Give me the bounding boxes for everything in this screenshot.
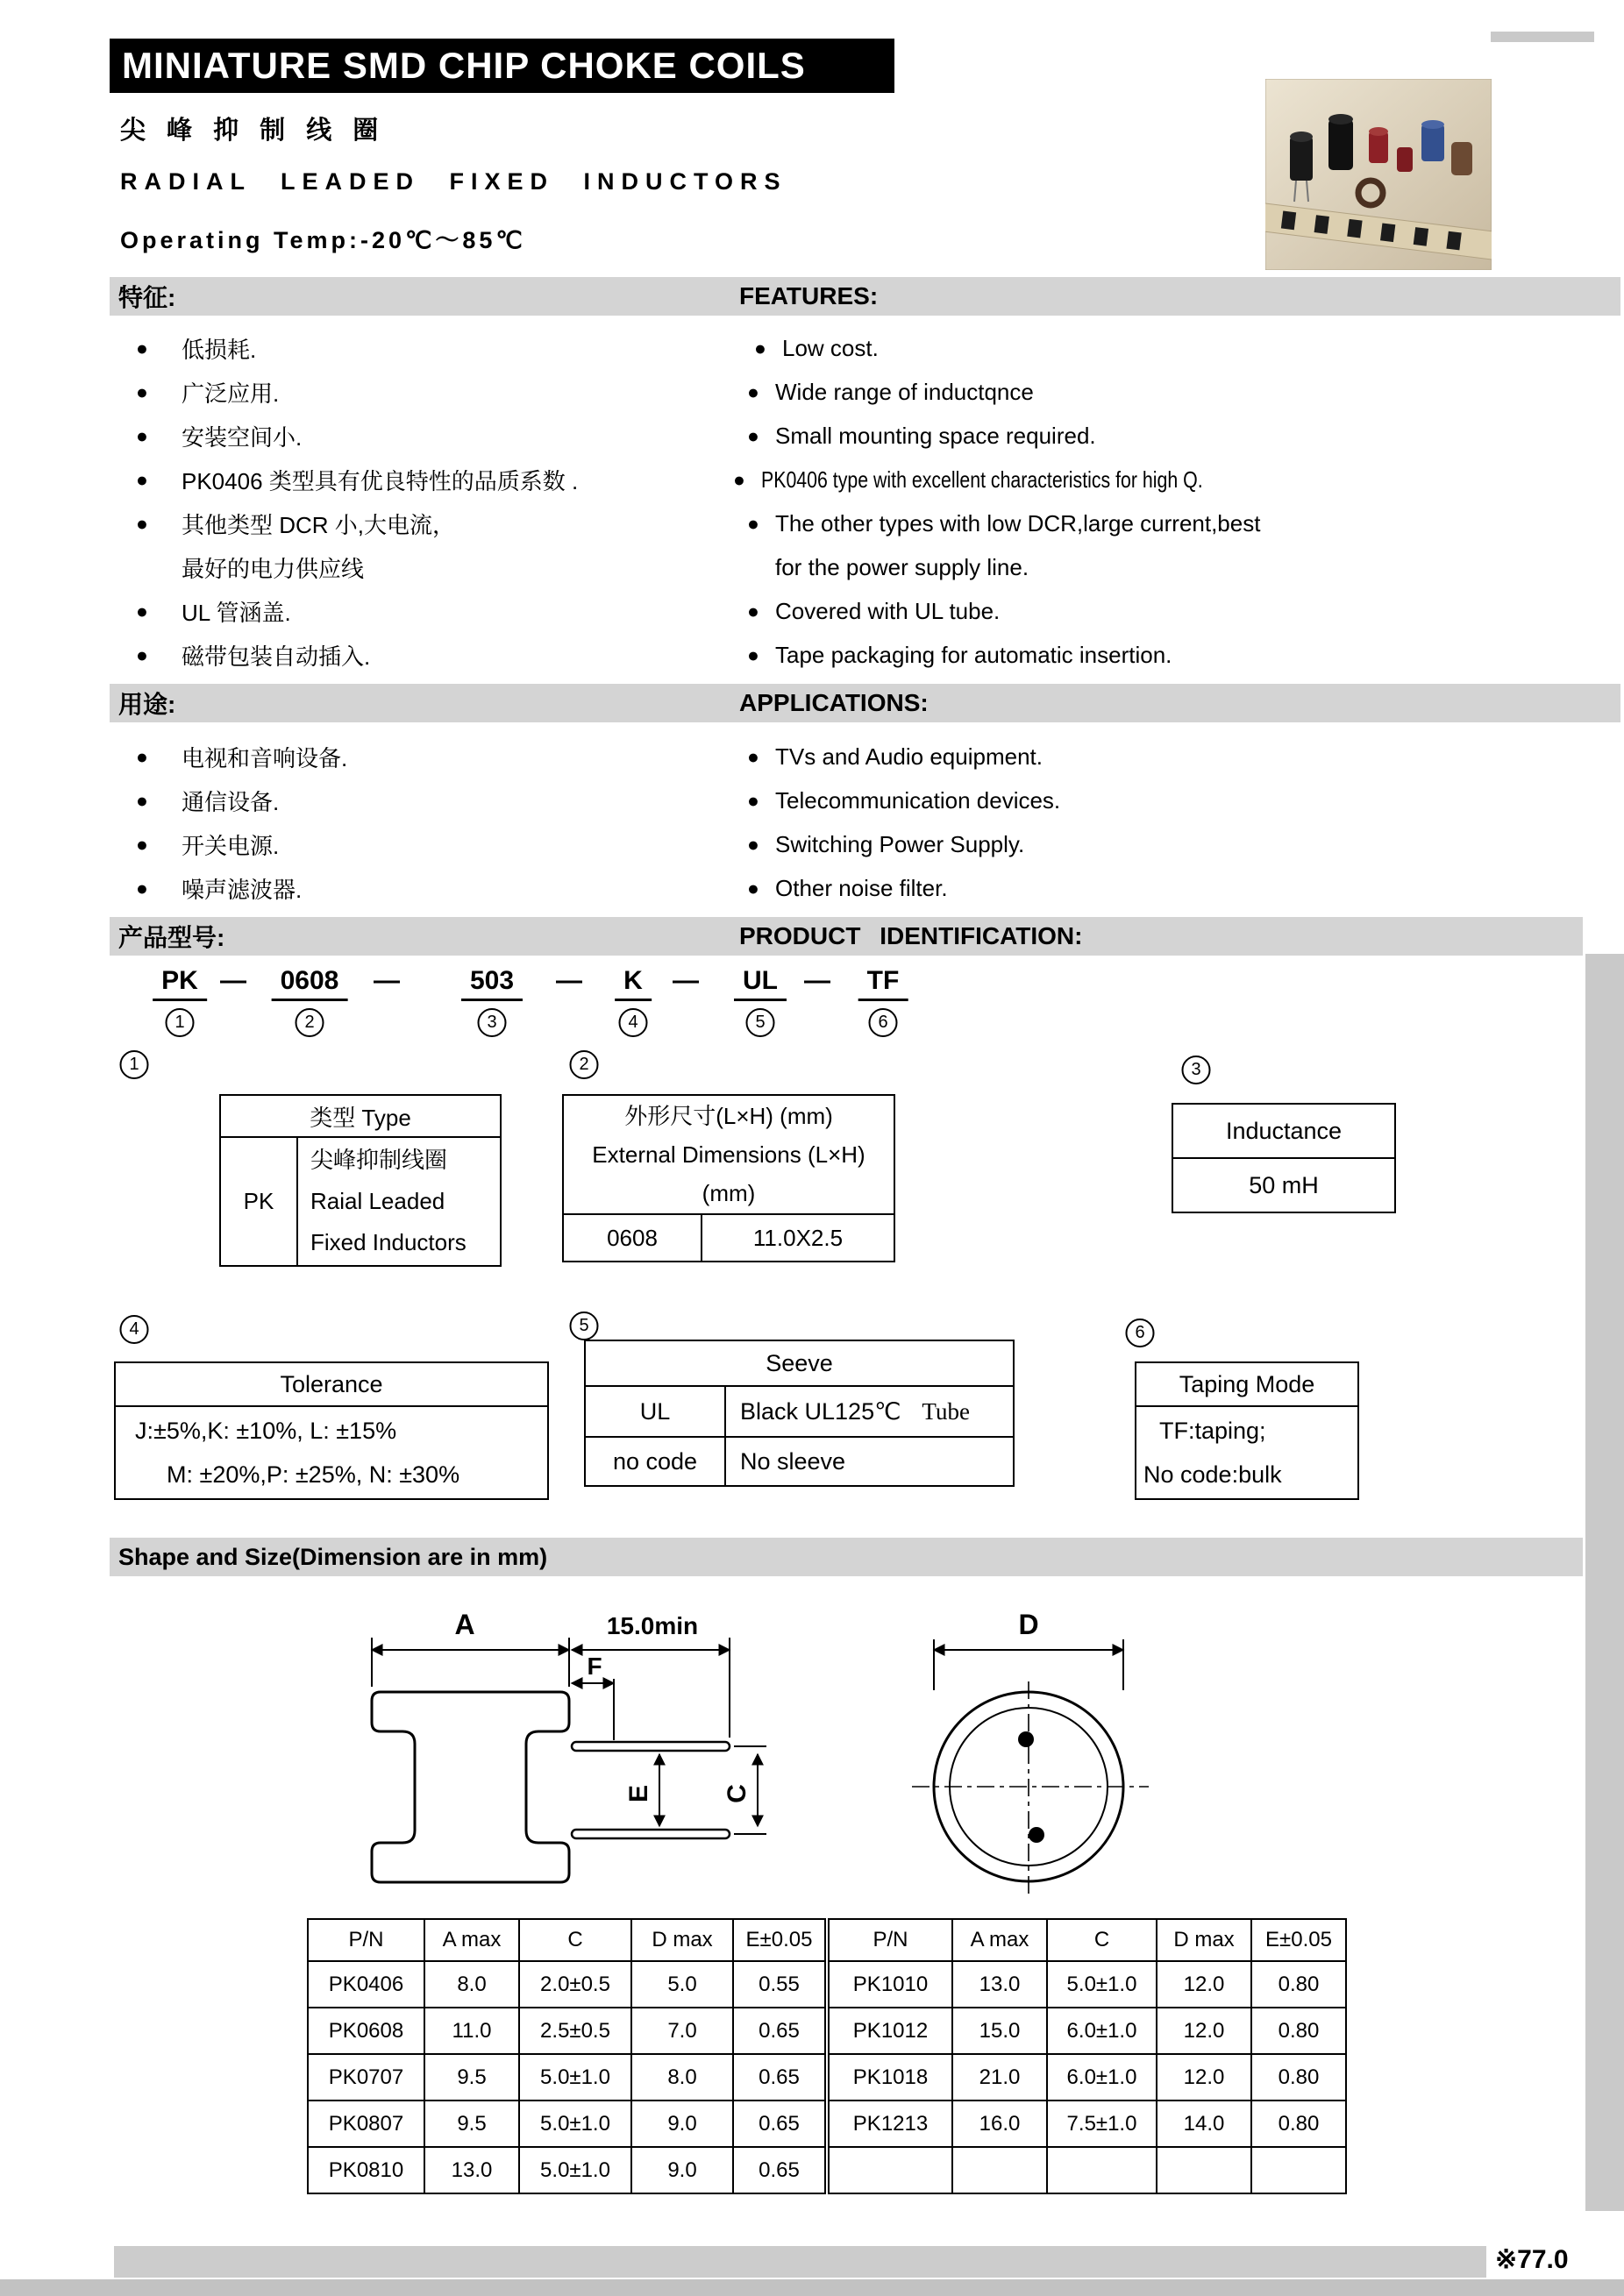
taping-line: No code:bulk [1143,1461,1282,1488]
table-row [1172,1104,1395,1158]
spec-cell: 5.0±1.0 [519,2147,631,2193]
tolerance-header-cell: Tolerance [115,1362,548,1406]
lead-hole-bottom [1029,1827,1044,1843]
application-text: 电视和音响设备. [182,744,348,771]
footer-bar [114,2246,1486,2278]
dim-label-f: F [587,1653,602,1680]
code-part: UL [734,966,787,1001]
spec-cell: 2.0±0.5 [519,1961,631,2008]
page-title: MINIATURE SMD CHIP CHOKE COILS [110,39,894,93]
spec-header-cell: A max [952,1919,1047,1961]
code-separator: — [804,966,830,995]
spec-cell: 0.80 [1251,2054,1346,2101]
spec-cell: 12.0 [1157,1961,1251,2008]
page-number: ※77.0 [1495,2245,1569,2274]
dim-label-d: D [1018,1609,1039,1640]
sleeve-code-cell: no code [585,1437,725,1486]
inductance-value-cell: 50 mH [1172,1158,1395,1212]
application-text: Switching Power Supply. [775,830,1025,857]
dimensions-table [562,1094,895,1262]
operating-temp: Operating Temp:-20℃～85℃ [120,227,526,253]
spec-cell: 0.65 [733,2147,825,2193]
features-header-cn: 特征: [118,284,176,311]
section-marker-5: 5 [570,1311,599,1340]
feature-text: 磁带包装自动插入. [182,643,371,670]
type-desc-line: Fixed Inductors [310,1229,467,1255]
bullet-icon: ● [747,876,759,899]
feature-item [747,545,1029,589]
section-marker-3: 3 [1182,1056,1211,1084]
spec-cell: 5.0±1.0 [519,2101,631,2147]
feature-item [754,326,879,370]
feature-item [747,633,1172,677]
product-id-header-en: PRODUCT IDENTIFICATION: [739,922,1083,949]
spec-cell: 14.0 [1157,2101,1251,2147]
application-item [136,735,347,778]
bullet-icon: ● [747,599,759,622]
feature-text: 安装空间小. [182,423,303,451]
sleeve-table [584,1340,1015,1487]
lead-hole-top [1018,1731,1034,1747]
spec-row [829,2008,1346,2054]
product-id-header-bar [110,917,1583,956]
spec-header-cell: D max [1157,1919,1251,1961]
feature-item [136,370,279,414]
dim-label-length: 15.0min [606,1612,699,1639]
code-part: PK [153,966,207,1001]
table-row [585,1340,1014,1386]
feature-text: PK0406 类型具有优良特性的品质系数 . [182,467,579,494]
spec-cell: 5.0 [631,1961,733,2008]
features-header-bar [110,277,1620,316]
spec-cell: 0.80 [1251,1961,1346,2008]
application-item [136,778,279,822]
feature-item [747,414,1096,458]
bullet-icon: ● [136,599,148,622]
bullet-icon: ● [747,643,759,666]
section-marker-6: 6 [1126,1319,1155,1347]
scan-artifact [1491,32,1594,42]
spec-row [308,2008,825,2054]
spec-header-cell: A max [424,1919,519,1961]
spec-cell: 0.65 [733,2054,825,2101]
application-item [747,778,1060,822]
spec-table-right [828,1918,1347,2194]
feature-item [136,326,256,370]
spec-cell: 21.0 [952,2054,1047,2101]
bullet-icon: ● [747,380,759,403]
feature-item [136,589,291,633]
spec-cell: PK0406 [308,1961,424,2008]
feature-text: 广泛应用. [182,380,280,407]
spec-cell: PK0810 [308,2147,424,2193]
code-index-2: 2 [296,1008,324,1037]
table-row [220,1137,501,1266]
bullet-icon: ● [136,788,148,812]
spec-cell: 13.0 [424,2147,519,2193]
subtitle-en: RADIAL LEADED FIXED INDUCTORS [120,168,787,195]
bullet-icon: ● [747,423,759,447]
spec-cell [1047,2147,1157,2193]
spec-cell: PK1213 [829,2101,952,2147]
spec-cell: 9.5 [424,2054,519,2101]
application-text: 通信设备. [182,788,280,815]
spec-cell [829,2147,952,2193]
spec-cell: 9.0 [631,2101,733,2147]
application-item [136,822,279,866]
spec-header-cell: C [519,1919,631,1961]
code-part: K [615,966,652,1001]
feature-item [733,458,1300,501]
spec-cell [1251,2147,1346,2193]
feature-text: Tape packaging for automatic insertion. [775,641,1172,668]
product-id-header-cn: 产品型号: [118,924,225,951]
feature-item [136,633,370,677]
spec-cell: 7.5±1.0 [1047,2101,1157,2147]
shape-drawing-side [894,1596,1315,1902]
spec-cell: 0.55 [733,1961,825,2008]
spec-cell: 7.0 [631,2008,733,2054]
code-index-1: 1 [166,1008,195,1037]
spec-row [308,2101,825,2147]
tolerance-line: J:±5%,K: ±10%, L: ±15% [135,1418,397,1444]
type-desc-line: Raial Leaded [310,1188,445,1214]
feature-text: PK0406 type with excellent characteristics for high Q. [761,466,1203,493]
feature-text: 低损耗. [182,336,257,363]
table-row [563,1214,894,1262]
features-header-en: FEATURES: [739,282,879,309]
choke-coils-photo [1265,79,1492,270]
scan-artifact [1585,954,1624,2211]
bullet-icon: ● [747,832,759,856]
dim-value-cell: 11.0X2.5 [702,1214,894,1262]
bullet-icon: ● [136,832,148,856]
code-part: 0608 [272,966,348,1001]
spec-cell: PK1018 [829,2054,952,2101]
spec-row [829,2054,1346,2101]
application-text: TVs and Audio equipment. [775,743,1043,770]
bullet-icon: ● [136,336,148,359]
sleeve-code-cell: UL [585,1386,725,1437]
table-row [563,1095,894,1214]
dim-header-line: 外形尺寸(L×H) (mm) [624,1103,833,1129]
spec-cell: 5.0±1.0 [1047,1961,1157,2008]
table-row [585,1386,1014,1437]
spec-cell: 0.80 [1251,2008,1346,2054]
table-row [115,1406,548,1499]
spec-table-left [307,1918,826,2194]
table-row [1172,1158,1395,1212]
application-item [747,735,1043,778]
inductance-header-cell: Inductance [1172,1104,1395,1158]
bullet-icon: ● [747,788,759,812]
code-index-4: 4 [619,1008,648,1037]
application-item [136,866,302,910]
bullet-icon: ● [136,643,148,666]
shape-drawing-front [316,1596,807,1902]
application-text: 开关电源. [182,832,280,859]
section-marker-4: 4 [120,1315,149,1344]
spec-cell: 13.0 [952,1961,1047,2008]
type-table-title: 类型 Type [220,1095,501,1137]
spec-cell: 2.5±0.5 [519,2008,631,2054]
shape-size-header: Shape and Size(Dimension are in mm) [118,1543,548,1570]
spec-row [308,2054,825,2101]
spec-row [829,2101,1346,2147]
table-row [1136,1362,1358,1406]
dimension-lines [372,1638,766,1834]
spec-row [829,2147,1346,2193]
spec-cell: PK0807 [308,2101,424,2147]
code-index-6: 6 [869,1008,898,1037]
feature-item [747,370,1034,414]
spec-header-row [829,1919,1346,1961]
sleeve-desc-cell [725,1386,1014,1437]
spec-cell: PK0707 [308,2054,424,2101]
spec-cell: 15.0 [952,2008,1047,2054]
code-separator: — [220,966,246,995]
feature-text: Covered with UL tube. [775,597,1001,624]
spec-cell: 16.0 [952,2101,1047,2147]
lead-bottom [572,1830,730,1838]
spec-cell: 0.80 [1251,2101,1346,2147]
application-text: Other noise filter. [775,874,948,901]
feature-item [136,458,578,501]
coil-body-outline [372,1692,569,1882]
scan-artifact [0,2279,1624,2296]
lead-top [572,1742,730,1751]
dim-code-cell: 0608 [563,1214,702,1262]
section-marker-1: 1 [120,1050,149,1079]
spec-header-row [308,1919,825,1961]
application-text: 噪声滤波器. [182,876,303,903]
feature-text: for the power supply line. [775,553,1029,580]
dim-label-a: A [454,1609,475,1640]
spec-cell: 12.0 [1157,2054,1251,2101]
sleeve-desc-suffix: Tube [922,1397,970,1425]
spec-header-cell: P/N [829,1919,952,1961]
tolerance-table [114,1361,549,1500]
spec-cell: 5.0±1.0 [519,2054,631,2101]
table-row [1136,1406,1358,1499]
code-index-5: 5 [746,1008,775,1037]
code-separator: — [673,966,699,995]
feature-text: UL 管涵盖. [182,599,291,626]
feature-text: Small mounting space required. [775,422,1096,449]
subtitle-cn: 尖 峰 抑 制 线 圈 [120,117,386,145]
feature-text: 其他类型 DCR 小,大电流， [182,511,456,538]
sleeve-header-cell: Seeve [585,1340,1014,1386]
spec-header-cell: E±0.05 [1251,1919,1346,1961]
spec-cell: PK0608 [308,2008,424,2054]
bullet-icon: ● [136,423,148,447]
application-text: Telecommunication devices. [775,786,1061,814]
feature-text: Wide range of inductqnce [775,378,1034,405]
dim-header-line: (mm) [702,1180,756,1206]
type-desc-line: 尖峰抑制线圈 [310,1147,448,1173]
bullet-icon: ● [136,380,148,403]
table-row [585,1437,1014,1486]
tolerance-values-cell [115,1406,548,1499]
spec-cell: 0.65 [733,2101,825,2147]
spec-header-cell: E±0.05 [733,1919,825,1961]
bullet-icon: ● [754,336,766,359]
spec-cell: 12.0 [1157,2008,1251,2054]
spec-cell: 9.0 [631,2147,733,2193]
taping-values-cell [1136,1406,1358,1499]
applications-header-en: APPLICATIONS: [739,689,929,716]
feature-item [136,414,302,458]
dim-label-e: E [624,1784,653,1803]
code-part: 503 [461,966,523,1001]
feature-item [136,545,364,589]
table-row [220,1095,501,1137]
feature-item [136,501,455,545]
bullet-icon: ● [136,876,148,899]
taping-header-cell: Taping Mode [1136,1362,1358,1406]
section-marker-2: 2 [570,1050,599,1079]
dimensions-table-title [563,1095,894,1214]
bullet-icon: ● [136,744,148,768]
spec-cell: 6.0±1.0 [1047,2008,1157,2054]
bullet-icon: ● [747,744,759,768]
spec-cell: 11.0 [424,2008,519,2054]
type-desc-cell [297,1137,501,1266]
inductance-table [1172,1103,1396,1213]
application-item [747,866,948,910]
spec-cell: 6.0±1.0 [1047,2054,1157,2101]
code-part: TF [858,966,908,1001]
tolerance-line: M: ±20%,P: ±25%, N: ±30% [167,1461,460,1488]
product-code-line [0,966,1624,1010]
feature-item [747,501,1260,545]
code-separator: — [374,966,400,995]
feature-text: Low cost. [782,334,879,361]
table-row [115,1362,548,1406]
spec-row [308,2147,825,2193]
bullet-icon: ● [733,467,745,491]
code-index-3: 3 [478,1008,507,1037]
taping-line: TF:taping; [1159,1418,1266,1444]
type-code-cell: PK [220,1137,297,1266]
bullet-icon: ● [136,467,148,491]
feature-text: 最好的电力供应线 [182,555,365,582]
application-item [747,822,1024,866]
bullet-icon: ● [136,511,148,535]
shape-size-header-bar [110,1538,1583,1576]
spec-cell [1157,2147,1251,2193]
applications-header-bar [110,684,1620,722]
dim-header-line: External Dimensions (L×H) [592,1141,865,1168]
spec-header-cell: P/N [308,1919,424,1961]
spec-cell: PK1012 [829,2008,952,2054]
spec-row [308,1961,825,2008]
spec-cell: PK1010 [829,1961,952,2008]
spec-row [829,1961,1346,2008]
sleeve-desc-cell: No sleeve [725,1437,1014,1486]
code-separator: — [556,966,582,995]
spec-header-cell: C [1047,1919,1157,1961]
spec-cell: 9.5 [424,2101,519,2147]
sleeve-desc: Black UL125℃ [740,1397,901,1425]
spec-cell: 8.0 [631,2054,733,2101]
feature-text: The other types with low DCR,large current,best [775,509,1261,537]
type-table [219,1094,502,1267]
applications-header-cn: 用途: [118,691,176,718]
spec-header-cell: D max [631,1919,733,1961]
bullet-icon: ● [747,511,759,535]
spec-cell: 8.0 [424,1961,519,2008]
spec-cell [952,2147,1047,2193]
taping-table [1135,1361,1359,1500]
dim-label-c: C [723,1784,751,1803]
feature-item [747,589,1000,633]
spec-cell: 0.65 [733,2008,825,2054]
